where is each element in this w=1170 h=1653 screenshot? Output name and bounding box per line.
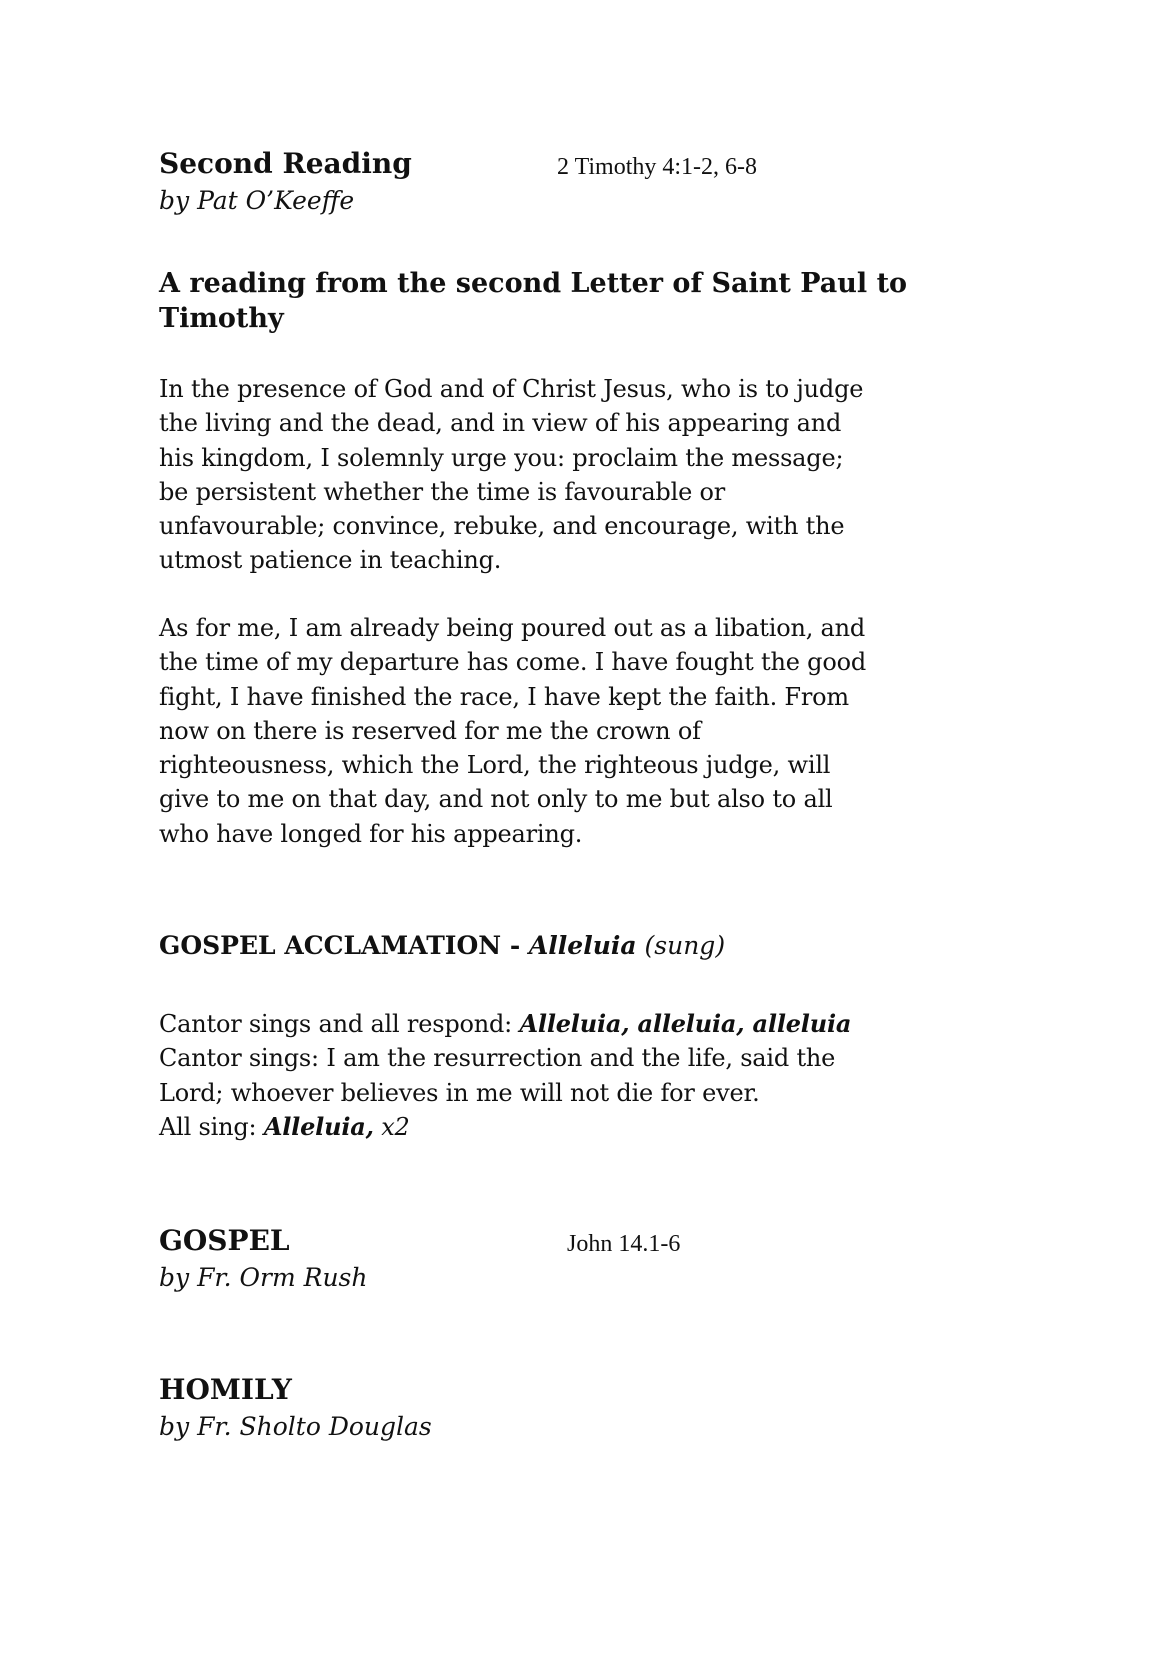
- acclamation-line-4: [159, 1110, 851, 1144]
- acclamation-line-2: Cantor sings: I am the resurrection and the life, said the: [159, 1044, 836, 1073]
- paragraph-line: utmost patience in teaching.: [159, 546, 502, 575]
- paragraph-line: be persistent whether the time is favourable or: [159, 477, 726, 506]
- paragraph-line: give to me on that day, and not only to me but also to all: [159, 785, 833, 814]
- acclamation-title-alleluia: Alleluia: [528, 931, 637, 960]
- acclamation-line-1-text: Cantor sings and all respond:: [159, 1010, 520, 1038]
- acclamation-line-3: Lord; whoever believes in me will not die for ever.: [159, 1078, 760, 1107]
- acclamation-response: Alleluia, alleluia, alleluia: [519, 1009, 852, 1038]
- acclamation-body: [159, 1007, 851, 1144]
- acclamation-line-4-text: All sing:: [159, 1112, 264, 1141]
- paragraph-line: the living and the dead, and in view of his appearing and: [159, 409, 842, 438]
- acclamation-title-bold: GOSPEL ACCLAMATION -: [159, 931, 529, 960]
- gospel-acclamation-heading: [159, 929, 725, 963]
- paragraph-line: As for me, I am already being poured out as a libation, and: [159, 614, 866, 642]
- paragraph-line: fight, I have finished the race, I have kept the faith. From: [159, 682, 849, 711]
- homily-heading: HOMILY: [159, 1373, 292, 1406]
- second-reading-heading: Second Reading: [159, 147, 412, 180]
- paragraph-line: In the presence of God and of Christ Jesus, who is to judge: [159, 375, 864, 403]
- acclamation-line-1: [159, 1007, 851, 1041]
- gospel-byline: by Fr. Orm Rush: [159, 1263, 368, 1292]
- paragraph-line: the time of my departure has come. I have fought the good: [159, 648, 866, 677]
- paragraph-line: his kingdom, I solemnly urge you: proclaim the message;: [159, 443, 844, 472]
- reading-paragraph-1: [159, 372, 863, 578]
- gospel-reference: John 14.1-6: [567, 1231, 681, 1257]
- reading-subtitle: A reading from the second Letter of Saint Paul to Timothy: [159, 268, 908, 334]
- gospel-heading: GOSPEL: [159, 1224, 290, 1257]
- paragraph-line: righteousness, which the Lord, the righteous judge, will: [159, 751, 831, 780]
- paragraph-line: unfavourable; convince, rebuke, and encourage, with the: [159, 512, 845, 541]
- acclamation-alleluia: Alleluia,: [263, 1111, 374, 1141]
- homily-byline: by Fr. Sholto Douglas: [159, 1412, 432, 1441]
- reading-paragraph-2: [159, 611, 866, 851]
- paragraph-line: now on there is reserved for me the crown of: [159, 716, 701, 745]
- second-reading-reference: 2 Timothy 4:1-2, 6-8: [557, 154, 758, 180]
- acclamation-title-sung: (sung): [636, 931, 726, 960]
- second-reading-byline: by Pat O’Keeffe: [159, 186, 355, 215]
- paragraph-line: who have longed for his appearing.: [159, 819, 583, 848]
- acclamation-repeat: x2: [373, 1112, 410, 1141]
